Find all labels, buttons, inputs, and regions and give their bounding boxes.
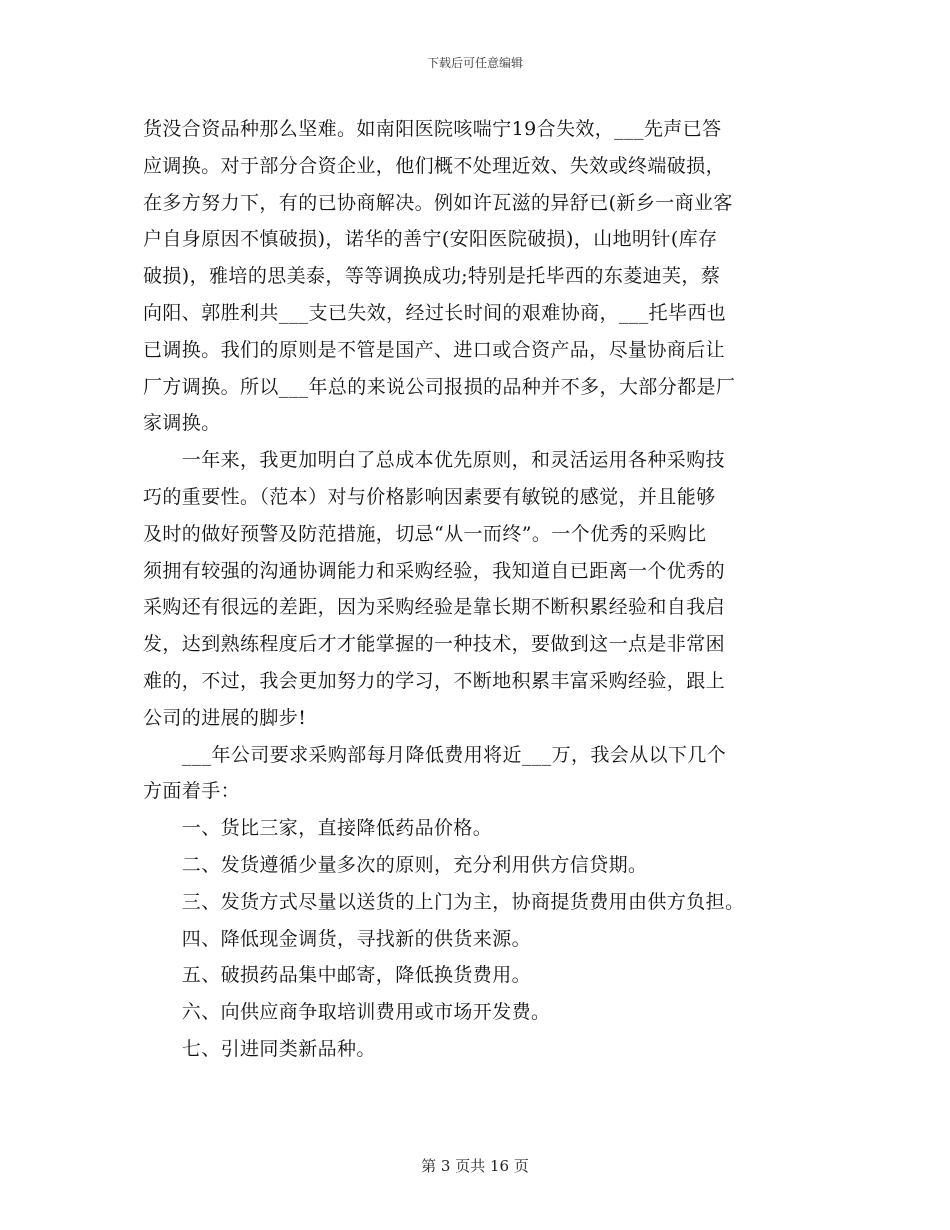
text-line: 发，达到熟练程度后才才能掌握的一种技术，要做到这一点是非常困 xyxy=(143,633,726,656)
text-line: 已调换。我们的原则是不管是国产、进口或合资产品，尽量协商后让 xyxy=(143,338,726,361)
text-line: 须拥有较强的沟通协调能力和采购经验，我知道自已距离一个优秀的 xyxy=(143,559,726,582)
list-item: 三、发货方式尽量以送货的上门为主，协商提货费用由供方负担。 xyxy=(143,890,745,913)
text-line: 一年来，我更加明白了总成本优先原则，和灵活运用各种采购技 xyxy=(143,449,726,472)
text-line: 货没合资品种那么坚难。如南阳医院咳喘宁19合失效，___先声已答 xyxy=(143,118,722,140)
page-number: 第 3 页共 16 页 xyxy=(421,1157,529,1175)
text-line: ___年公司要求采购部每月降低费用将近___万，我会从以下几个 xyxy=(143,743,727,766)
document-body xyxy=(143,111,808,1068)
list-item: 一、货比三家，直接降低药品价格。 xyxy=(143,817,493,840)
text-line: 及时的做好预警及防范措施，切忌“从一而终”。一个优秀的采购比 xyxy=(143,522,707,545)
text-line: 应调换。对于部分合资企业，他们概不处理近效、失效或终端破损， xyxy=(143,154,726,177)
list-item: 二、发货遵循少量多次的原则，充分利用供方信贷期。 xyxy=(143,853,648,876)
text-line: 方面着手： xyxy=(143,780,241,803)
text-line: 厂方调换。所以___年总的来说公司报损的品种并不多，大部分都是厂 xyxy=(143,375,736,398)
text-line: 向阳、郭胜利共___支已失效，经过长时间的艰难协商，___托毕西也 xyxy=(143,301,727,324)
text-line: 采购还有很远的差距，因为采购经验是靠长期不断积累经验和自我启 xyxy=(143,596,726,619)
text-line: 公司的进展的脚步! xyxy=(143,706,307,729)
text-line: 难的，不过，我会更加努力的学习，不断地积累丰富采购经验，跟上 xyxy=(143,669,726,692)
page-header: 下载后可任意编辑 xyxy=(426,56,523,70)
text-line: 破损)，雅培的思美泰，等等调换成功;特别是托毕西的东菱迪芙，蔡 xyxy=(143,265,721,288)
text-line: 在多方努力下，有的已协商解决。例如许瓦滋的异舒已(新乡一商业客 xyxy=(143,191,733,214)
text-line: 户自身原因不慎破损)，诺华的善宁(安阳医院破损)，山地明针(库存 xyxy=(143,228,718,251)
list-item: 七、引进同类新品种。 xyxy=(143,1037,376,1060)
list-item: 五、破损药品集中邮寄，降低换货费用。 xyxy=(143,964,532,987)
text-line: 巧的重要性。（范本）对与价格影响因素要有敏锐的感觉，并且能够 xyxy=(143,485,716,508)
list-item: 四、降低现金调货，寻找新的供货来源。 xyxy=(143,927,532,950)
list-item: 六、向供应商争取培训费用或市场开发费。 xyxy=(143,1001,551,1024)
text-line: 家调换。 xyxy=(143,412,221,435)
